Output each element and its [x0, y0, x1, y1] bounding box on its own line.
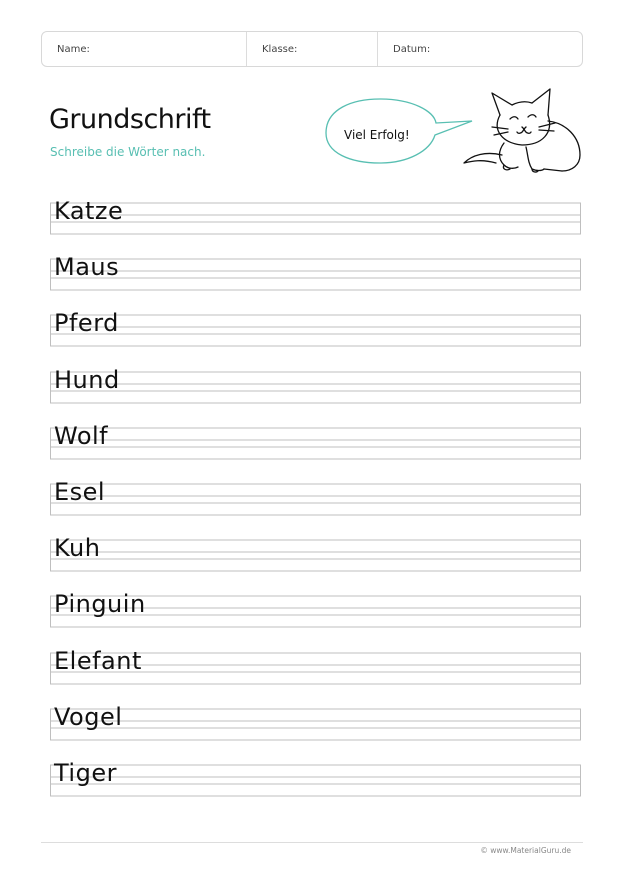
guide-lines — [50, 480, 581, 516]
writing-row[interactable] — [50, 646, 581, 684]
writing-row[interactable] — [50, 536, 581, 571]
practice-word: Kuh — [54, 534, 101, 563]
guide-lines — [50, 255, 581, 291]
guide-lines — [50, 424, 581, 460]
practice-word: Katze — [54, 197, 124, 225]
guide-lines — [50, 761, 581, 797]
writing-row[interactable] — [50, 199, 581, 234]
klasse-label: Klasse: — [262, 44, 298, 55]
writing-row[interactable] — [50, 311, 581, 346]
practice-word: Elefant — [54, 646, 142, 675]
writing-row[interactable] — [50, 761, 581, 796]
practice-word: Vogel — [54, 702, 123, 731]
datum-field[interactable] — [378, 32, 583, 66]
practice-word: Maus — [54, 253, 120, 282]
datum-label: Datum: — [393, 44, 431, 55]
practice-word: Pinguin — [54, 590, 146, 619]
writing-row[interactable] — [50, 421, 581, 459]
speech-bubble-text: Viel Erfolg! — [344, 128, 410, 142]
footer-divider — [41, 842, 583, 843]
writing-row[interactable] — [50, 702, 581, 740]
name-label: Name: — [57, 44, 90, 55]
practice-word: Esel — [54, 478, 106, 506]
practice-word: Hund — [54, 365, 120, 394]
cat-icon — [462, 85, 592, 185]
guide-lines — [50, 311, 581, 347]
practice-word: Tiger — [54, 759, 117, 787]
name-field[interactable] — [42, 32, 247, 66]
guide-lines — [50, 705, 581, 741]
copyright-text: © www.MaterialGuru.de — [480, 846, 571, 855]
practice-word: Wolf — [54, 421, 109, 450]
mascot-area — [322, 85, 592, 185]
page-title: Grundschrift — [49, 104, 211, 135]
page-subtitle: Schreibe die Wörter nach. — [50, 145, 206, 159]
writing-row[interactable] — [50, 592, 581, 627]
writing-row[interactable] — [50, 255, 581, 290]
practice-word: Pferd — [54, 309, 119, 338]
guide-lines — [50, 368, 581, 404]
header-box — [41, 31, 583, 67]
guide-lines — [50, 536, 581, 572]
writing-row[interactable] — [50, 480, 581, 515]
writing-row[interactable] — [50, 365, 581, 403]
guide-lines — [50, 199, 581, 235]
klasse-field[interactable] — [247, 32, 378, 66]
